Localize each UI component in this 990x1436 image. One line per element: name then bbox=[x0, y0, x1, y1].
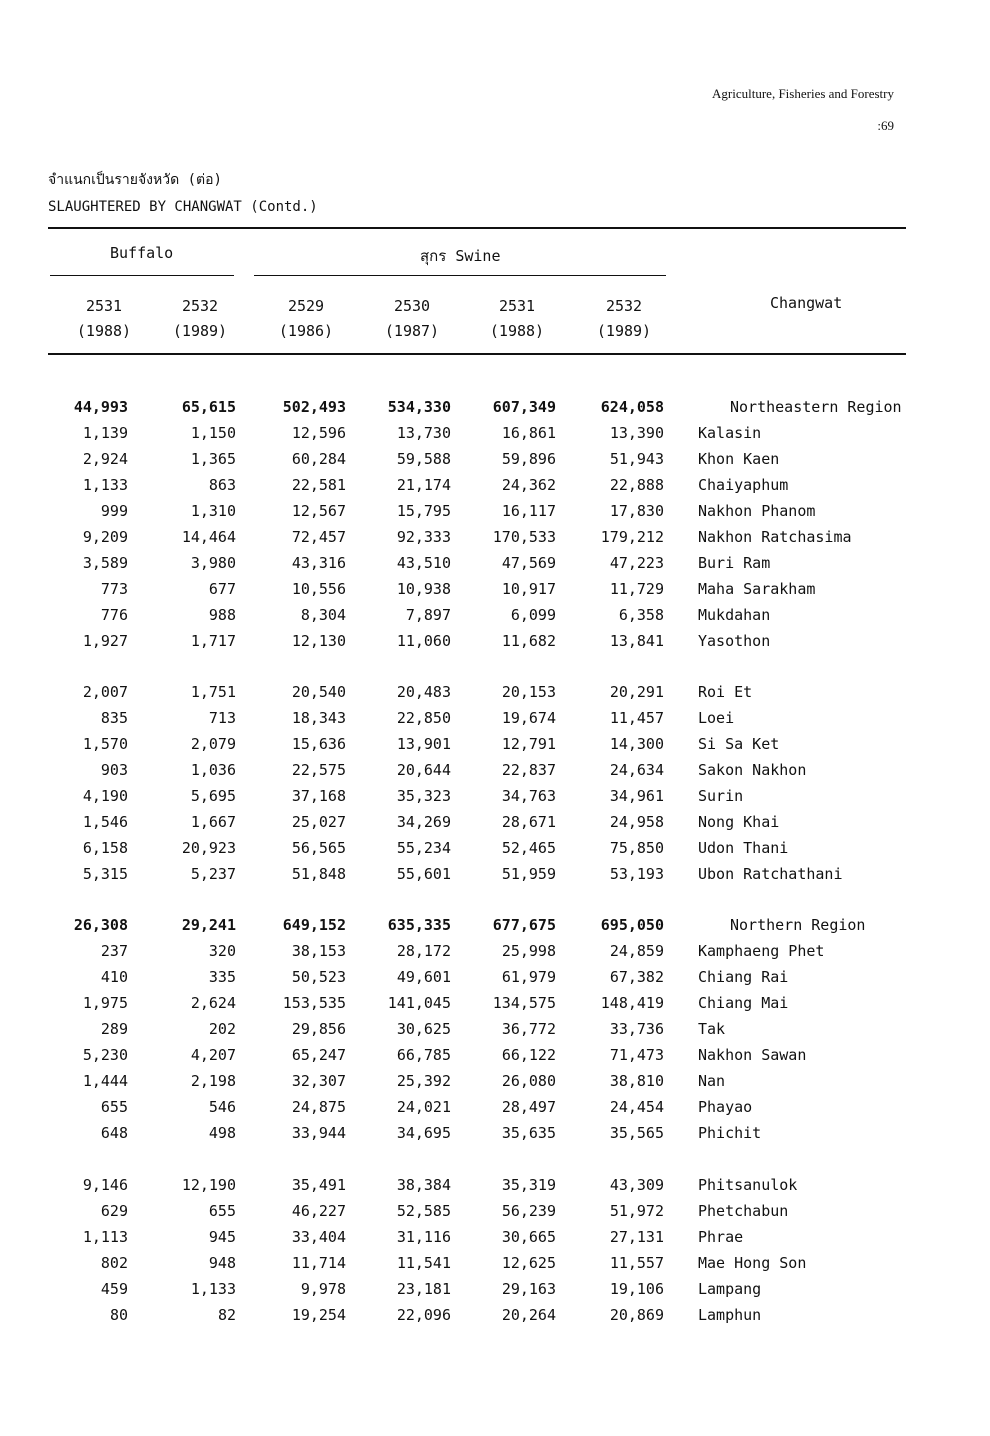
table-row bbox=[0, 476, 990, 502]
value-cell: 2,079 bbox=[190, 735, 236, 753]
value-cell: 945 bbox=[208, 1228, 236, 1246]
value-cell: 38,810 bbox=[609, 1072, 664, 1090]
column-ce-year: (1988) bbox=[76, 322, 132, 340]
value-cell: 47,569 bbox=[501, 554, 556, 572]
value-cell: 32,307 bbox=[291, 1072, 346, 1090]
value-cell: 7,897 bbox=[405, 606, 451, 624]
table-row bbox=[0, 554, 990, 580]
value-cell: 22,837 bbox=[501, 761, 556, 779]
value-cell: 6,158 bbox=[82, 839, 128, 857]
value-cell: 35,565 bbox=[609, 1124, 664, 1142]
value-cell: 999 bbox=[100, 502, 128, 520]
column-ce-year: (1989) bbox=[172, 322, 228, 340]
table-row bbox=[0, 1228, 990, 1254]
value-cell: 19,106 bbox=[609, 1280, 664, 1298]
value-cell: 498 bbox=[208, 1124, 236, 1142]
value-cell: 55,234 bbox=[396, 839, 451, 857]
value-cell: 26,080 bbox=[501, 1072, 556, 1090]
changwat-name: Loei bbox=[698, 709, 735, 727]
value-cell: 148,419 bbox=[600, 994, 664, 1012]
value-cell: 12,567 bbox=[291, 502, 346, 520]
value-cell: 66,122 bbox=[501, 1046, 556, 1064]
value-cell: 9,978 bbox=[300, 1280, 346, 1298]
value-cell: 29,241 bbox=[181, 916, 236, 934]
value-cell: 1,667 bbox=[190, 813, 236, 831]
value-cell: 655 bbox=[100, 1098, 128, 1116]
region-total-row bbox=[0, 916, 990, 942]
changwat-name: Yasothon bbox=[698, 632, 771, 650]
value-cell: 1,546 bbox=[82, 813, 128, 831]
value-cell: 903 bbox=[100, 761, 128, 779]
value-cell: 170,533 bbox=[492, 528, 556, 546]
value-cell: 648 bbox=[100, 1124, 128, 1142]
value-cell: 11,457 bbox=[609, 709, 664, 727]
value-cell: 20,540 bbox=[291, 683, 346, 701]
table-title-english: SLAUGHTERED BY CHANGWAT (Contd.) bbox=[48, 199, 318, 215]
value-cell: 1,570 bbox=[82, 735, 128, 753]
value-cell: 11,682 bbox=[501, 632, 556, 650]
header-rule bbox=[48, 353, 906, 355]
table-row bbox=[0, 813, 990, 839]
table-row bbox=[0, 1306, 990, 1332]
value-cell: 34,695 bbox=[396, 1124, 451, 1142]
value-cell: 13,730 bbox=[396, 424, 451, 442]
value-cell: 546 bbox=[208, 1098, 236, 1116]
changwat-name: Kamphaeng Phet bbox=[698, 942, 825, 960]
column-year: 2532 bbox=[181, 297, 219, 315]
table-row bbox=[0, 1046, 990, 1072]
value-cell: 11,060 bbox=[396, 632, 451, 650]
value-cell: 24,634 bbox=[609, 761, 664, 779]
changwat-name: Roi Et bbox=[698, 683, 753, 701]
changwat-name: Tak bbox=[698, 1020, 726, 1038]
value-cell: 20,923 bbox=[181, 839, 236, 857]
top-rule bbox=[48, 227, 906, 229]
buffalo-group-rule bbox=[50, 275, 234, 276]
value-cell: 655 bbox=[208, 1202, 236, 1220]
table-row bbox=[0, 1280, 990, 1306]
table-row bbox=[0, 528, 990, 554]
value-cell: 502,493 bbox=[282, 398, 346, 416]
value-cell: 43,309 bbox=[609, 1176, 664, 1194]
value-cell: 16,861 bbox=[501, 424, 556, 442]
value-cell: 289 bbox=[100, 1020, 128, 1038]
value-cell: 20,644 bbox=[396, 761, 451, 779]
value-cell: 9,209 bbox=[82, 528, 128, 546]
value-cell: 65,615 bbox=[181, 398, 236, 416]
table-row bbox=[0, 1020, 990, 1046]
value-cell: 28,172 bbox=[396, 942, 451, 960]
value-cell: 13,390 bbox=[609, 424, 664, 442]
value-cell: 5,230 bbox=[82, 1046, 128, 1064]
column-header bbox=[589, 294, 659, 344]
buffalo-group-label: Buffalo bbox=[110, 244, 174, 262]
value-cell: 82 bbox=[217, 1306, 236, 1324]
value-cell: 35,323 bbox=[396, 787, 451, 805]
value-cell: 11,557 bbox=[609, 1254, 664, 1272]
value-cell: 10,556 bbox=[291, 580, 346, 598]
value-cell: 50,523 bbox=[291, 968, 346, 986]
value-cell: 237 bbox=[100, 942, 128, 960]
value-cell: 20,153 bbox=[501, 683, 556, 701]
value-cell: 9,146 bbox=[82, 1176, 128, 1194]
value-cell: 25,998 bbox=[501, 942, 556, 960]
value-cell: 12,791 bbox=[501, 735, 556, 753]
column-header bbox=[377, 294, 447, 344]
value-cell: 92,333 bbox=[396, 528, 451, 546]
changwat-name: Chaiyaphum bbox=[698, 476, 789, 494]
value-cell: 31,116 bbox=[396, 1228, 451, 1246]
value-cell: 22,575 bbox=[291, 761, 346, 779]
value-cell: 2,198 bbox=[190, 1072, 236, 1090]
value-cell: 22,888 bbox=[609, 476, 664, 494]
changwat-name: Phetchabun bbox=[698, 1202, 789, 1220]
value-cell: 22,850 bbox=[396, 709, 451, 727]
value-cell: 35,491 bbox=[291, 1176, 346, 1194]
value-cell: 835 bbox=[100, 709, 128, 727]
changwat-name: Nong Khai bbox=[698, 813, 780, 831]
value-cell: 1,139 bbox=[82, 424, 128, 442]
value-cell: 33,404 bbox=[291, 1228, 346, 1246]
value-cell: 12,625 bbox=[501, 1254, 556, 1272]
value-cell: 44,993 bbox=[73, 398, 128, 416]
column-ce-year: (1988) bbox=[489, 322, 545, 340]
value-cell: 28,497 bbox=[501, 1098, 556, 1116]
value-cell: 649,152 bbox=[282, 916, 346, 934]
value-cell: 988 bbox=[208, 606, 236, 624]
table-row bbox=[0, 632, 990, 658]
changwat-name: Mukdahan bbox=[698, 606, 771, 624]
changwat-name: Khon Kaen bbox=[698, 450, 780, 468]
value-cell: 459 bbox=[100, 1280, 128, 1298]
swine-group-rule bbox=[254, 275, 666, 276]
value-cell: 12,190 bbox=[181, 1176, 236, 1194]
table-row bbox=[0, 424, 990, 450]
changwat-name: Surin bbox=[698, 787, 744, 805]
value-cell: 24,875 bbox=[291, 1098, 346, 1116]
column-header bbox=[271, 294, 341, 344]
table-row bbox=[0, 450, 990, 476]
value-cell: 22,096 bbox=[396, 1306, 451, 1324]
value-cell: 26,308 bbox=[73, 916, 128, 934]
value-cell: 19,254 bbox=[291, 1306, 346, 1324]
table-row bbox=[0, 606, 990, 632]
value-cell: 37,168 bbox=[291, 787, 346, 805]
table-row bbox=[0, 502, 990, 528]
value-cell: 320 bbox=[208, 942, 236, 960]
value-cell: 80 bbox=[109, 1306, 128, 1324]
value-cell: 1,444 bbox=[82, 1072, 128, 1090]
value-cell: 13,901 bbox=[396, 735, 451, 753]
value-cell: 5,237 bbox=[190, 865, 236, 883]
value-cell: 1,717 bbox=[190, 632, 236, 650]
value-cell: 11,714 bbox=[291, 1254, 346, 1272]
value-cell: 20,483 bbox=[396, 683, 451, 701]
value-cell: 10,917 bbox=[501, 580, 556, 598]
value-cell: 55,601 bbox=[396, 865, 451, 883]
value-cell: 624,058 bbox=[600, 398, 664, 416]
changwat-name: Maha Sarakham bbox=[698, 580, 816, 598]
value-cell: 13,841 bbox=[609, 632, 664, 650]
value-cell: 49,601 bbox=[396, 968, 451, 986]
table-row bbox=[0, 942, 990, 968]
changwat-header: Changwat bbox=[770, 294, 843, 312]
value-cell: 15,636 bbox=[291, 735, 346, 753]
column-year: 2530 bbox=[393, 297, 431, 315]
value-cell: 607,349 bbox=[492, 398, 556, 416]
swine-group-label: สุกร Swine bbox=[420, 247, 501, 265]
value-cell: 24,859 bbox=[609, 942, 664, 960]
value-cell: 29,163 bbox=[501, 1280, 556, 1298]
column-year: 2531 bbox=[85, 297, 123, 315]
value-cell: 72,457 bbox=[291, 528, 346, 546]
value-cell: 47,223 bbox=[609, 554, 664, 572]
value-cell: 17,830 bbox=[609, 502, 664, 520]
changwat-name: Nakhon Sawan bbox=[698, 1046, 807, 1064]
changwat-name: Lamphun bbox=[698, 1306, 762, 1324]
value-cell: 59,896 bbox=[501, 450, 556, 468]
value-cell: 863 bbox=[208, 476, 236, 494]
value-cell: 33,944 bbox=[291, 1124, 346, 1142]
column-ce-year: (1986) bbox=[278, 322, 334, 340]
table-row bbox=[0, 994, 990, 1020]
value-cell: 24,362 bbox=[501, 476, 556, 494]
value-cell: 12,130 bbox=[291, 632, 346, 650]
value-cell: 27,131 bbox=[609, 1228, 664, 1246]
value-cell: 635,335 bbox=[387, 916, 451, 934]
value-cell: 8,304 bbox=[300, 606, 346, 624]
value-cell: 19,674 bbox=[501, 709, 556, 727]
table-row bbox=[0, 1202, 990, 1228]
value-cell: 43,510 bbox=[396, 554, 451, 572]
value-cell: 1,036 bbox=[190, 761, 236, 779]
value-cell: 75,850 bbox=[609, 839, 664, 857]
value-cell: 4,190 bbox=[82, 787, 128, 805]
value-cell: 23,181 bbox=[396, 1280, 451, 1298]
value-cell: 51,972 bbox=[609, 1202, 664, 1220]
value-cell: 6,358 bbox=[618, 606, 664, 624]
value-cell: 29,856 bbox=[291, 1020, 346, 1038]
value-cell: 21,174 bbox=[396, 476, 451, 494]
value-cell: 1,133 bbox=[82, 476, 128, 494]
value-cell: 35,319 bbox=[501, 1176, 556, 1194]
value-cell: 22,581 bbox=[291, 476, 346, 494]
value-cell: 65,247 bbox=[291, 1046, 346, 1064]
changwat-name: Buri Ram bbox=[698, 554, 771, 572]
column-year: 2532 bbox=[605, 297, 643, 315]
value-cell: 53,193 bbox=[609, 865, 664, 883]
value-cell: 52,585 bbox=[396, 1202, 451, 1220]
value-cell: 67,382 bbox=[609, 968, 664, 986]
value-cell: 34,961 bbox=[609, 787, 664, 805]
changwat-name: Phrae bbox=[698, 1228, 744, 1246]
value-cell: 2,924 bbox=[82, 450, 128, 468]
changwat-name: Chiang Rai bbox=[698, 968, 789, 986]
value-cell: 1,133 bbox=[190, 1280, 236, 1298]
value-cell: 16,117 bbox=[501, 502, 556, 520]
table-row bbox=[0, 580, 990, 606]
changwat-name: Ubon Ratchathani bbox=[698, 865, 843, 883]
changwat-name: Sakon Nakhon bbox=[698, 761, 807, 779]
table-title-thai: จำแนกเป็นรายจังหวัด (ต่อ) bbox=[48, 172, 222, 188]
value-cell: 695,050 bbox=[600, 916, 664, 934]
column-ce-year: (1989) bbox=[596, 322, 652, 340]
value-cell: 141,045 bbox=[387, 994, 451, 1012]
changwat-name: Phitsanulok bbox=[698, 1176, 798, 1194]
value-cell: 1,113 bbox=[82, 1228, 128, 1246]
value-cell: 1,365 bbox=[190, 450, 236, 468]
value-cell: 629 bbox=[100, 1202, 128, 1220]
value-cell: 25,027 bbox=[291, 813, 346, 831]
page-number: :69 bbox=[877, 118, 894, 133]
value-cell: 51,943 bbox=[609, 450, 664, 468]
changwat-name: Phayao bbox=[698, 1098, 753, 1116]
value-cell: 25,392 bbox=[396, 1072, 451, 1090]
value-cell: 1,310 bbox=[190, 502, 236, 520]
value-cell: 52,465 bbox=[501, 839, 556, 857]
column-header bbox=[165, 294, 235, 344]
value-cell: 66,785 bbox=[396, 1046, 451, 1064]
value-cell: 59,588 bbox=[396, 450, 451, 468]
region-name: Northeastern Region bbox=[730, 398, 902, 416]
changwat-name: Nakhon Phanom bbox=[698, 502, 816, 520]
value-cell: 677 bbox=[208, 580, 236, 598]
value-cell: 11,541 bbox=[396, 1254, 451, 1272]
value-cell: 5,315 bbox=[82, 865, 128, 883]
value-cell: 134,575 bbox=[492, 994, 556, 1012]
value-cell: 12,596 bbox=[291, 424, 346, 442]
value-cell: 773 bbox=[100, 580, 128, 598]
table-row bbox=[0, 1254, 990, 1280]
value-cell: 1,150 bbox=[190, 424, 236, 442]
column-header bbox=[482, 294, 552, 344]
value-cell: 4,207 bbox=[190, 1046, 236, 1064]
table-row bbox=[0, 1176, 990, 1202]
value-cell: 46,227 bbox=[291, 1202, 346, 1220]
changwat-name: Nakhon Ratchasima bbox=[698, 528, 852, 546]
table-row bbox=[0, 761, 990, 787]
value-cell: 410 bbox=[100, 968, 128, 986]
value-cell: 71,473 bbox=[609, 1046, 664, 1064]
table-row bbox=[0, 787, 990, 813]
value-cell: 202 bbox=[208, 1020, 236, 1038]
table-row bbox=[0, 839, 990, 865]
value-cell: 38,153 bbox=[291, 942, 346, 960]
value-cell: 28,671 bbox=[501, 813, 556, 831]
value-cell: 30,625 bbox=[396, 1020, 451, 1038]
value-cell: 10,938 bbox=[396, 580, 451, 598]
table-row bbox=[0, 735, 990, 761]
value-cell: 1,975 bbox=[82, 994, 128, 1012]
value-cell: 1,751 bbox=[190, 683, 236, 701]
changwat-name: Kalasin bbox=[698, 424, 762, 442]
value-cell: 60,284 bbox=[291, 450, 346, 468]
table-title bbox=[48, 167, 318, 221]
changwat-name: Lampang bbox=[698, 1280, 762, 1298]
table-row bbox=[0, 709, 990, 735]
value-cell: 51,959 bbox=[501, 865, 556, 883]
value-cell: 33,736 bbox=[609, 1020, 664, 1038]
value-cell: 36,772 bbox=[501, 1020, 556, 1038]
column-header bbox=[69, 294, 139, 344]
value-cell: 51,848 bbox=[291, 865, 346, 883]
table-row bbox=[0, 1124, 990, 1150]
value-cell: 30,665 bbox=[501, 1228, 556, 1246]
value-cell: 11,729 bbox=[609, 580, 664, 598]
value-cell: 20,264 bbox=[501, 1306, 556, 1324]
value-cell: 5,695 bbox=[190, 787, 236, 805]
value-cell: 776 bbox=[100, 606, 128, 624]
value-cell: 56,565 bbox=[291, 839, 346, 857]
value-cell: 2,624 bbox=[190, 994, 236, 1012]
table-row bbox=[0, 1072, 990, 1098]
value-cell: 534,330 bbox=[387, 398, 451, 416]
column-ce-year: (1987) bbox=[384, 322, 440, 340]
value-cell: 2,007 bbox=[82, 683, 128, 701]
changwat-name: Mae Hong Son bbox=[698, 1254, 807, 1272]
value-cell: 3,589 bbox=[82, 554, 128, 572]
value-cell: 713 bbox=[208, 709, 236, 727]
region-total-row bbox=[0, 398, 990, 424]
value-cell: 3,980 bbox=[190, 554, 236, 572]
changwat-name: Phichit bbox=[698, 1124, 762, 1142]
value-cell: 43,316 bbox=[291, 554, 346, 572]
value-cell: 24,021 bbox=[396, 1098, 451, 1116]
changwat-name: Udon Thani bbox=[698, 839, 789, 857]
table-row bbox=[0, 1098, 990, 1124]
region-name: Northern Region bbox=[730, 916, 866, 934]
value-cell: 61,979 bbox=[501, 968, 556, 986]
changwat-name: Chiang Mai bbox=[698, 994, 789, 1012]
column-year: 2529 bbox=[287, 297, 325, 315]
value-cell: 20,869 bbox=[609, 1306, 664, 1324]
value-cell: 18,343 bbox=[291, 709, 346, 727]
value-cell: 24,958 bbox=[609, 813, 664, 831]
value-cell: 153,535 bbox=[282, 994, 346, 1012]
value-cell: 34,763 bbox=[501, 787, 556, 805]
value-cell: 948 bbox=[208, 1254, 236, 1272]
table-row bbox=[0, 865, 990, 891]
table-row bbox=[0, 968, 990, 994]
column-year: 2531 bbox=[498, 297, 536, 315]
value-cell: 24,454 bbox=[609, 1098, 664, 1116]
value-cell: 35,635 bbox=[501, 1124, 556, 1142]
section-title: Agriculture, Fisheries and Forestry bbox=[712, 86, 894, 101]
running-header bbox=[712, 86, 894, 134]
value-cell: 179,212 bbox=[600, 528, 664, 546]
value-cell: 802 bbox=[100, 1254, 128, 1272]
value-cell: 56,239 bbox=[501, 1202, 556, 1220]
value-cell: 38,384 bbox=[396, 1176, 451, 1194]
changwat-name: Si Sa Ket bbox=[698, 735, 780, 753]
changwat-name: Nan bbox=[698, 1072, 726, 1090]
value-cell: 677,675 bbox=[492, 916, 556, 934]
value-cell: 6,099 bbox=[510, 606, 556, 624]
value-cell: 14,464 bbox=[181, 528, 236, 546]
value-cell: 14,300 bbox=[609, 735, 664, 753]
value-cell: 20,291 bbox=[609, 683, 664, 701]
value-cell: 1,927 bbox=[82, 632, 128, 650]
table-row bbox=[0, 683, 990, 709]
value-cell: 34,269 bbox=[396, 813, 451, 831]
value-cell: 15,795 bbox=[396, 502, 451, 520]
value-cell: 335 bbox=[208, 968, 236, 986]
